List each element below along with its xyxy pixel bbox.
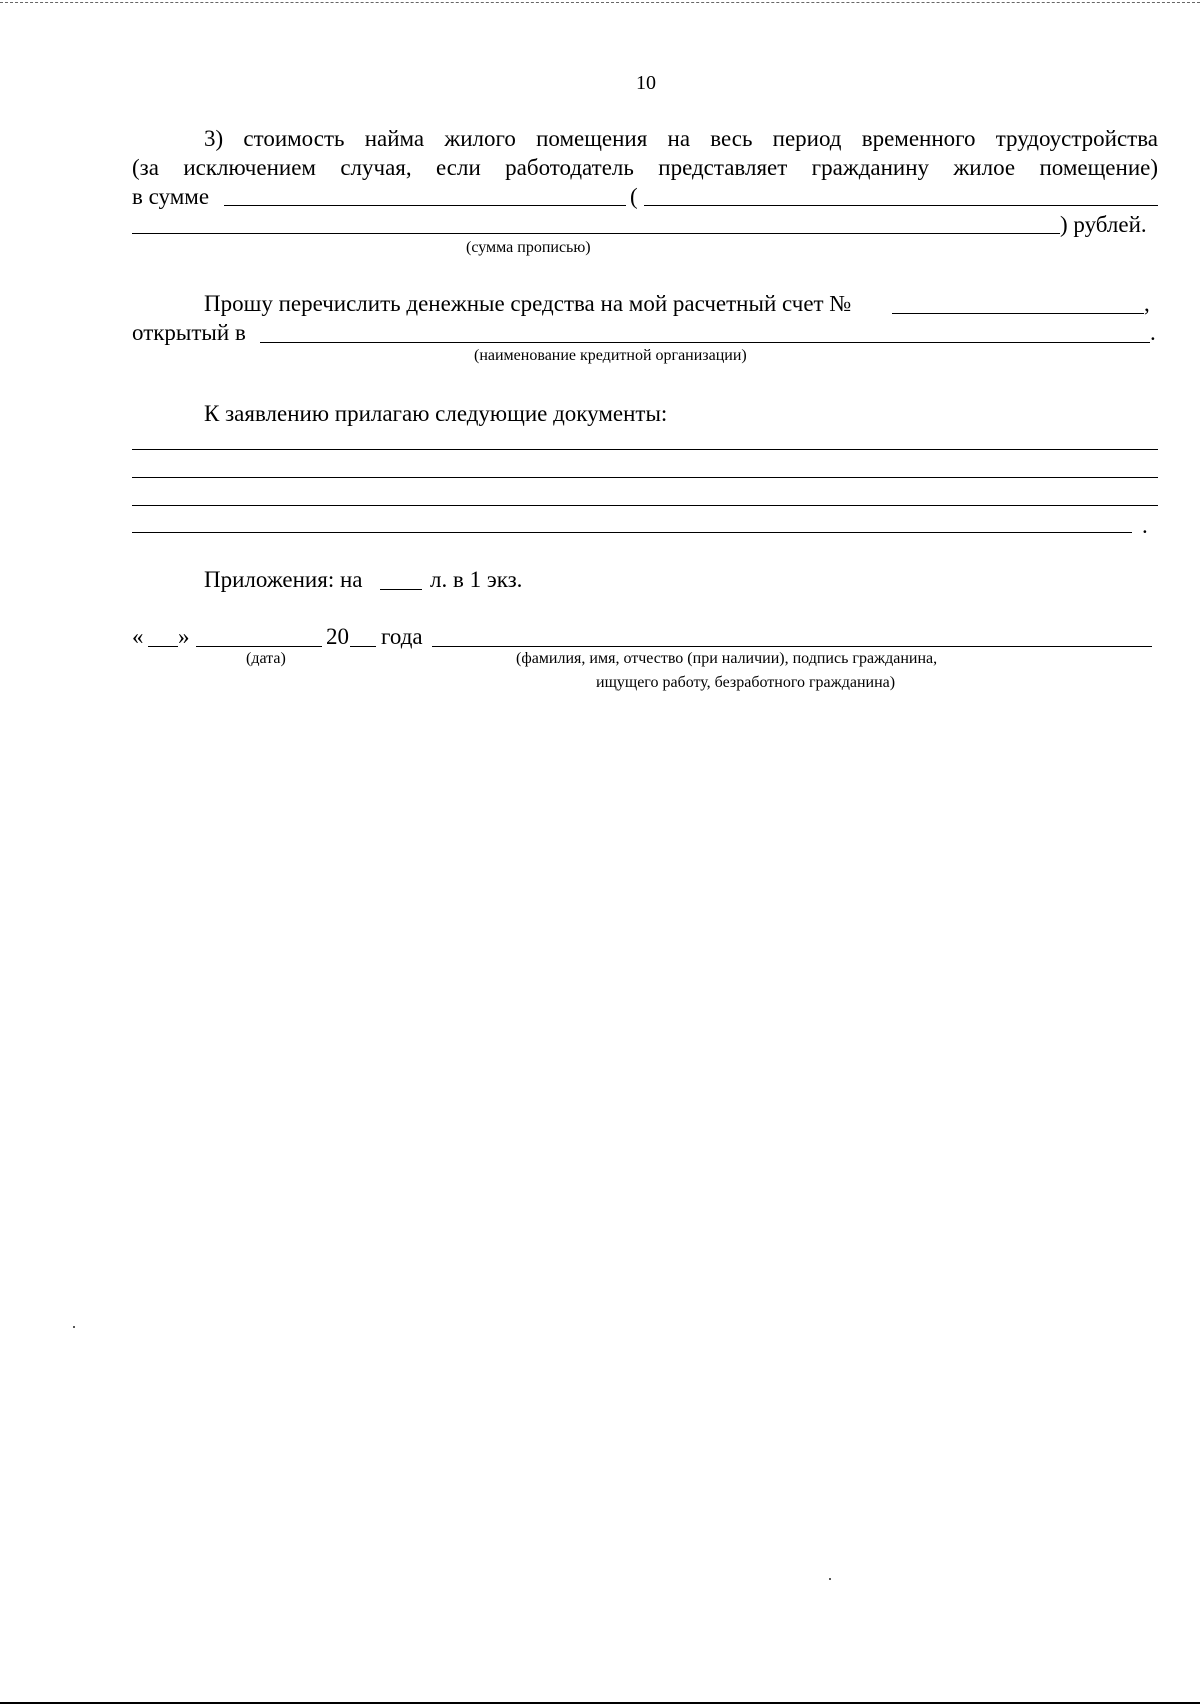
caption-amount-in-words: (сумма прописью) (466, 239, 591, 256)
date-year-word: года (381, 624, 423, 649)
date-quote-close: » (178, 624, 190, 649)
item3-line2: (за исключением случая, если работодатель представляет гражданину жилое помещение) (132, 155, 1158, 180)
account-line1: Прошу перечислить денежные средства на мой расчетный счет № (204, 291, 852, 316)
date-day-field[interactable] (148, 646, 178, 647)
page-number: 10 (636, 72, 656, 94)
account-number-field[interactable] (892, 313, 1144, 314)
date-year-field[interactable] (350, 646, 376, 647)
caption-name-line2: ищущего работу, безработного гражданина) (596, 674, 896, 691)
amount-digits-field[interactable] (224, 205, 626, 206)
scan-edge-top (0, 2, 1200, 3)
attachments-heading: К заявлению прилагаю следующие документы: (204, 401, 668, 426)
date-month-field[interactable] (196, 646, 322, 647)
caption-bank-name: (наименование кредитной организации) (474, 347, 747, 364)
appendix-prefix: Приложения: на (204, 567, 363, 592)
bank-name-field[interactable] (260, 342, 1150, 343)
date-year-prefix: 20 (326, 624, 349, 649)
amount-words-field-line1[interactable] (644, 205, 1158, 206)
item3-line3-prefix: в сумме (132, 184, 210, 209)
amount-words-field-line2[interactable] (132, 233, 1060, 234)
scan-edge-bottom (0, 1702, 1200, 1704)
item3-rubles-suffix: ) рублей. (1060, 212, 1147, 237)
scan-speck (829, 1578, 831, 1580)
caption-date: (дата) (246, 650, 286, 667)
account-period: . (1150, 320, 1156, 345)
account-line2-prefix: открытый в (132, 320, 246, 345)
documents-field-line4[interactable] (132, 532, 1132, 533)
date-quote-open: « (132, 624, 144, 649)
documents-field-line1[interactable] (132, 449, 1158, 450)
appendix-pages-field[interactable] (380, 589, 422, 590)
signature-field[interactable] (432, 646, 1152, 647)
item3-line1: 3) стоимость найма жилого помещения на весь период временного трудоустройства (204, 126, 1158, 151)
scan-speck (73, 1326, 75, 1328)
item3-open-paren: ( (630, 184, 638, 209)
account-comma: , (1144, 291, 1150, 316)
attachments-end-mark: . (1142, 513, 1148, 538)
caption-name-line1: (фамилия, имя, отчество (при наличии), подпись гражданина, (516, 650, 938, 667)
documents-field-line3[interactable] (132, 505, 1158, 506)
appendix-suffix: л. в 1 экз. (430, 567, 523, 592)
documents-field-line2[interactable] (132, 477, 1158, 478)
